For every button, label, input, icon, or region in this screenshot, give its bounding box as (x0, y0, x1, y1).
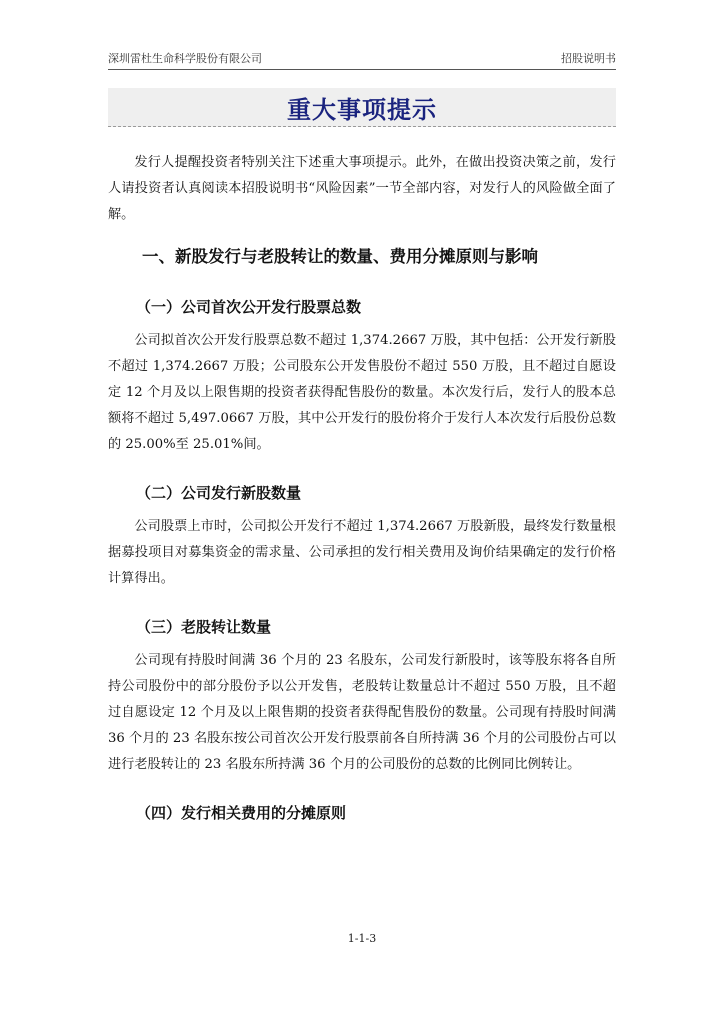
title-band (108, 88, 616, 127)
subsection-text-2: 公司股票上市时，公司拟公开发行不超过 1,374.2667 万股新股，最终发行数量根据募投项目对募集资金的需求量、公司承担的发行相关费用及询价结果确定的发行价格计算得出。 (108, 519, 616, 586)
section-heading-1: 一、新股发行与老股转让的数量、费用分摊原则与影响 (142, 247, 538, 266)
intro-paragraph: 发行人提醒投资者特别关注下述重大事项提示。此外，在做出投资决策之前，发行人请投资者认真阅读本招股说明书“风险因素”一节全部内容，对发行人的风险做全面了解。 (108, 155, 616, 222)
page-header (108, 50, 616, 70)
subsection-heading-4: （四）发行相关费用的分摊原则 (136, 804, 347, 822)
subsection-heading-1: （一）公司首次公开发行股票总数 (136, 298, 362, 316)
subsection-heading-2: （二）公司发行新股数量 (136, 484, 302, 502)
page-number: 1-1-3 (347, 932, 377, 945)
subsection-text-1: 公司拟首次公开发行股票总数不超过 1,374.2667 万股，其中包括：公开发行新股不超过 1,374.2667 万股；公司股东公开发售股份不超过 550 万股，且不超过自愿设定 12 个月及以上限售期的投资者获得配售股份的数量。本次发行后，发行人的股本总额将不超过 5,497.0667 万股，其中公开发行的股份将介于发行人本次发行后股份总数的 25.00%至 25.01%间。 (108, 333, 616, 452)
header-company-name: 深圳雷杜生命科学股份有限公司 (108, 52, 262, 65)
header-document-type: 招股说明书 (561, 52, 616, 65)
subsection-heading-3: （三）老股转让数量 (136, 618, 272, 636)
subsection-text-3: 公司现有持股时间满 36 个月的 23 名股东，公司发行新股时，该等股东将各自所持公司股份中的部分股份予以公开发售，老股转让数量总计不超过 550 万股，且不超过自愿设定 12 个月及以上限售期的投资者获得配售股份的数量。公司现有持股时间满 36 个月的 23 名股东按公司首次公开发行股票前各自所持满 36 个月的公司股份占可以进行老股转让的 23 名股东所持满 36 个月的公司股份的总数的比例同比例转让。 (108, 653, 616, 772)
page-title: 重大事项提示 (287, 95, 437, 124)
document-body (108, 150, 616, 834)
